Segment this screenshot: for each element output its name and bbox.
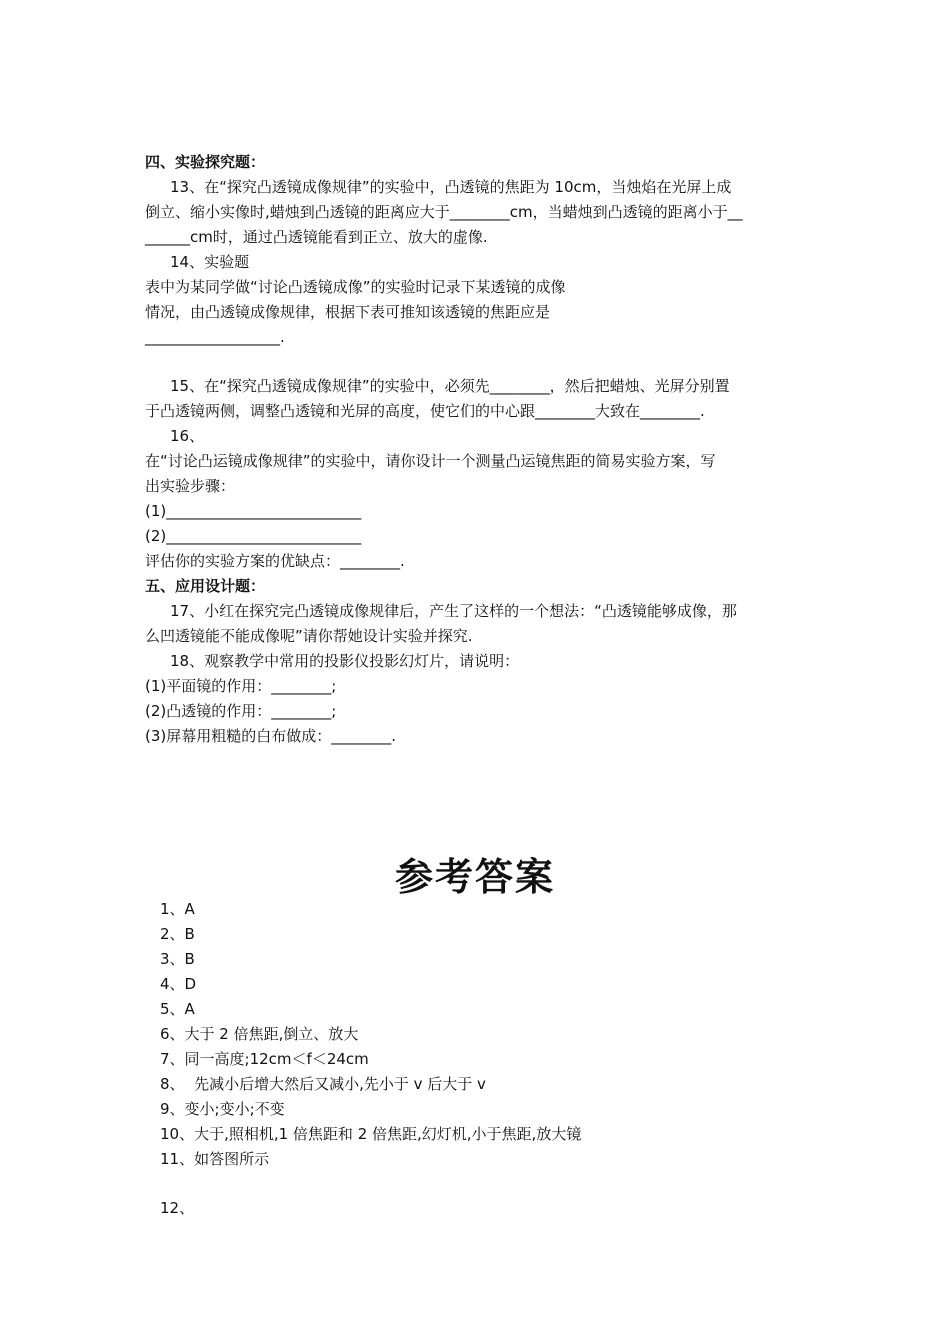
q16-line-1: 16、 <box>170 427 205 445</box>
q14-line-2: 表中为某同学做“讨论凸透镜成像”的实验时记录下某透镜的成像 <box>145 278 566 296</box>
q15-line-1: 15、在“探究凸透镜成像规律”的实验中，必须先________，然后把蜡烛、光屏分别置 <box>170 377 730 395</box>
section-heading-experiment: 四、实验探究题： <box>145 153 266 171</box>
q18-part-3: (3)屏幕用粗糙的白布做成：________. <box>145 727 397 745</box>
answer-item: 11、如答图所示 <box>160 1150 270 1168</box>
answer-item: 2、B <box>160 925 195 943</box>
q17-line-1: 17、小红在探究完凸透镜成像规律后，产生了这样的一个想法：“凸透镜能够成像，那 <box>170 602 737 620</box>
answer-item: 10、大于,照相机,1 倍焦距和 2 倍焦距,幻灯机,小于焦距,放大镜 <box>160 1125 582 1143</box>
q13-line-3: ______cm时，通过凸透镜能看到正立、放大的虚像. <box>145 228 488 246</box>
q16-line-3: 出实验步骤： <box>145 477 236 495</box>
answer-item: 9、变小;变小;不变 <box>160 1100 285 1118</box>
q18-part-2: (2)凸透镜的作用：________; <box>145 702 337 720</box>
q14-line-1: 14、实验题 <box>170 253 250 271</box>
q16-evaluation: 评估你的实验方案的优缺点：________. <box>145 552 405 570</box>
answer-item: 3、B <box>160 950 195 968</box>
q18-part-1: (1)平面镜的作用：________; <box>145 677 337 695</box>
answer-item: 12、 <box>160 1199 195 1217</box>
q15-line-2: 于凸透镜两侧，调整凸透镜和光屏的高度，使它们的中心跟________大致在________. <box>145 402 705 420</box>
q14-line-3: 情况，由凸透镜成像规律，根据下表可推知该透镜的焦距应是 <box>145 303 551 321</box>
answer-item: 8、 先减小后增大然后又减小,先小于 v 后大于 v <box>160 1075 486 1093</box>
q16-step-1: (1)__________________________ <box>145 502 362 520</box>
q17-line-2: 么凹透镜能不能成像呢”请你帮她设计实验并探究. <box>145 627 473 645</box>
q13-line-1: 13、在“探究凸透镜成像规律”的实验中，凸透镜的焦距为 10cm，当烛焰在光屏上成 <box>170 178 732 196</box>
section-heading-application: 五、应用设计题： <box>145 577 266 595</box>
q16-line-2: 在“讨论凸运镜成像规律”的实验中，请你设计一个测量凸运镜焦距的简易实验方案，写 <box>145 452 716 470</box>
q16-step-2: (2)__________________________ <box>145 527 362 545</box>
q18-line-1: 18、观察教学中常用的投影仪投影幻灯片，请说明： <box>170 652 520 670</box>
answers-title: 参考答案 <box>394 855 555 899</box>
answer-item: 4、D <box>160 975 197 993</box>
answer-item: 7、同一高度;12cm＜f＜24cm <box>160 1050 369 1068</box>
q14-line-4: __________________. <box>145 328 285 346</box>
answer-item: 6、大于 2 倍焦距,倒立、放大 <box>160 1025 359 1043</box>
q13-line-2: 倒立、缩小实像时,蜡烛到凸透镜的距离应大于________cm，当蜡烛到凸透镜的距离小于__ <box>145 203 743 221</box>
answer-item: 5、A <box>160 1000 195 1018</box>
answer-item: 1、A <box>160 900 195 918</box>
